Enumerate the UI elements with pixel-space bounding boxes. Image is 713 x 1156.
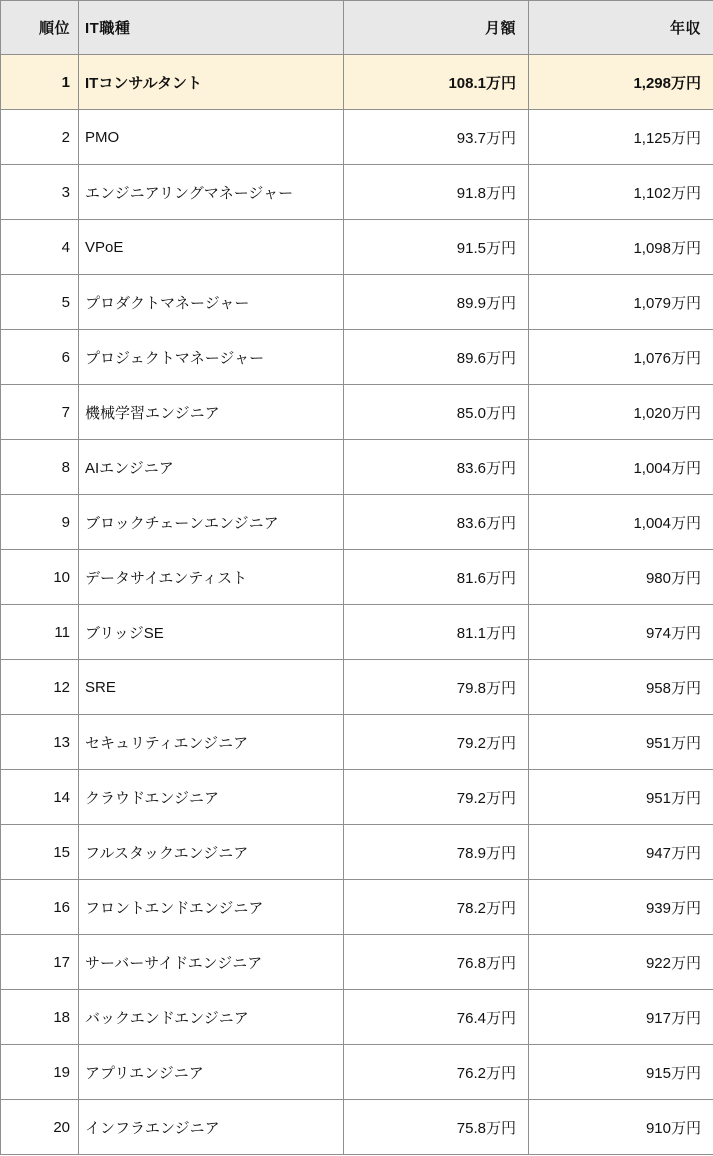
cell-annual: 915万円 [529, 1045, 713, 1100]
cell-rank: 19 [1, 1045, 79, 1100]
table-row [1, 440, 713, 495]
table-row [1, 275, 713, 330]
cell-monthly: 76.4万円 [344, 990, 529, 1045]
cell-annual: 974万円 [529, 605, 713, 660]
cell-job: バックエンドエンジニア [79, 990, 344, 1045]
column-header-annual: 年収 [529, 1, 713, 55]
table-row [1, 165, 713, 220]
table-row [1, 605, 713, 660]
cell-monthly: 89.6万円 [344, 330, 529, 385]
cell-job: プロジェクトマネージャー [79, 330, 344, 385]
cell-monthly: 93.7万円 [344, 110, 529, 165]
cell-monthly: 76.2万円 [344, 1045, 529, 1100]
cell-job: フルスタックエンジニア [79, 825, 344, 880]
cell-rank: 10 [1, 550, 79, 605]
cell-annual: 951万円 [529, 715, 713, 770]
cell-annual: 951万円 [529, 770, 713, 825]
cell-job: フロントエンドエンジニア [79, 880, 344, 935]
cell-rank: 3 [1, 165, 79, 220]
table-row [1, 220, 713, 275]
table-row [1, 880, 713, 935]
cell-rank: 5 [1, 275, 79, 330]
cell-annual: 910万円 [529, 1100, 713, 1155]
table-row [1, 110, 713, 165]
cell-monthly: 91.5万円 [344, 220, 529, 275]
cell-monthly: 91.8万円 [344, 165, 529, 220]
cell-annual: 917万円 [529, 990, 713, 1045]
cell-monthly: 76.8万円 [344, 935, 529, 990]
column-header-rank: 順位 [1, 1, 79, 55]
cell-rank: 1 [1, 55, 79, 110]
cell-rank: 2 [1, 110, 79, 165]
cell-rank: 6 [1, 330, 79, 385]
column-header-monthly: 月額 [344, 1, 529, 55]
table-row [1, 660, 713, 715]
cell-monthly: 108.1万円 [344, 55, 529, 110]
cell-rank: 9 [1, 495, 79, 550]
cell-annual: 1,102万円 [529, 165, 713, 220]
cell-monthly: 85.0万円 [344, 385, 529, 440]
cell-job: ブリッジSE [79, 605, 344, 660]
cell-rank: 11 [1, 605, 79, 660]
cell-job: データサイエンティスト [79, 550, 344, 605]
cell-rank: 20 [1, 1100, 79, 1155]
cell-job: セキュリティエンジニア [79, 715, 344, 770]
table-row [1, 495, 713, 550]
cell-job: ブロックチェーンエンジニア [79, 495, 344, 550]
cell-annual: 939万円 [529, 880, 713, 935]
cell-annual: 1,125万円 [529, 110, 713, 165]
cell-job: SRE [79, 660, 344, 715]
table-row [1, 385, 713, 440]
cell-job: サーバーサイドエンジニア [79, 935, 344, 990]
cell-annual: 1,076万円 [529, 330, 713, 385]
cell-monthly: 83.6万円 [344, 440, 529, 495]
cell-rank: 14 [1, 770, 79, 825]
cell-job: AIエンジニア [79, 440, 344, 495]
cell-rank: 12 [1, 660, 79, 715]
table-row [1, 990, 713, 1045]
cell-rank: 15 [1, 825, 79, 880]
table-row [1, 550, 713, 605]
cell-job: アプリエンジニア [79, 1045, 344, 1100]
cell-annual: 947万円 [529, 825, 713, 880]
cell-monthly: 79.2万円 [344, 715, 529, 770]
cell-rank: 17 [1, 935, 79, 990]
cell-rank: 7 [1, 385, 79, 440]
cell-job: VPoE [79, 220, 344, 275]
cell-rank: 16 [1, 880, 79, 935]
cell-annual: 1,020万円 [529, 385, 713, 440]
cell-job: インフラエンジニア [79, 1100, 344, 1155]
table-header-row [1, 1, 713, 55]
cell-annual: 1,004万円 [529, 495, 713, 550]
cell-monthly: 83.6万円 [344, 495, 529, 550]
cell-rank: 13 [1, 715, 79, 770]
cell-monthly: 89.9万円 [344, 275, 529, 330]
cell-rank: 4 [1, 220, 79, 275]
table-row [1, 825, 713, 880]
cell-monthly: 75.8万円 [344, 1100, 529, 1155]
cell-monthly: 78.2万円 [344, 880, 529, 935]
table-header [1, 1, 713, 55]
cell-job: クラウドエンジニア [79, 770, 344, 825]
cell-job: プロダクトマネージャー [79, 275, 344, 330]
cell-job: ITコンサルタント [79, 55, 344, 110]
table-body [1, 55, 713, 1155]
cell-annual: 958万円 [529, 660, 713, 715]
table-row [1, 1045, 713, 1100]
cell-job: PMO [79, 110, 344, 165]
table-row [1, 715, 713, 770]
cell-monthly: 79.2万円 [344, 770, 529, 825]
cell-monthly: 81.6万円 [344, 550, 529, 605]
cell-annual: 922万円 [529, 935, 713, 990]
cell-annual: 1,004万円 [529, 440, 713, 495]
cell-annual: 1,079万円 [529, 275, 713, 330]
cell-job: 機械学習エンジニア [79, 385, 344, 440]
cell-annual: 1,098万円 [529, 220, 713, 275]
table-row [1, 1100, 713, 1155]
cell-monthly: 78.9万円 [344, 825, 529, 880]
table-row [1, 770, 713, 825]
cell-annual: 980万円 [529, 550, 713, 605]
table-row [1, 55, 713, 110]
cell-rank: 18 [1, 990, 79, 1045]
table-row [1, 935, 713, 990]
cell-job: エンジニアリングマネージャー [79, 165, 344, 220]
column-header-job: IT職種 [79, 1, 344, 55]
cell-rank: 8 [1, 440, 79, 495]
cell-monthly: 81.1万円 [344, 605, 529, 660]
cell-annual: 1,298万円 [529, 55, 713, 110]
cell-monthly: 79.8万円 [344, 660, 529, 715]
table-row [1, 330, 713, 385]
